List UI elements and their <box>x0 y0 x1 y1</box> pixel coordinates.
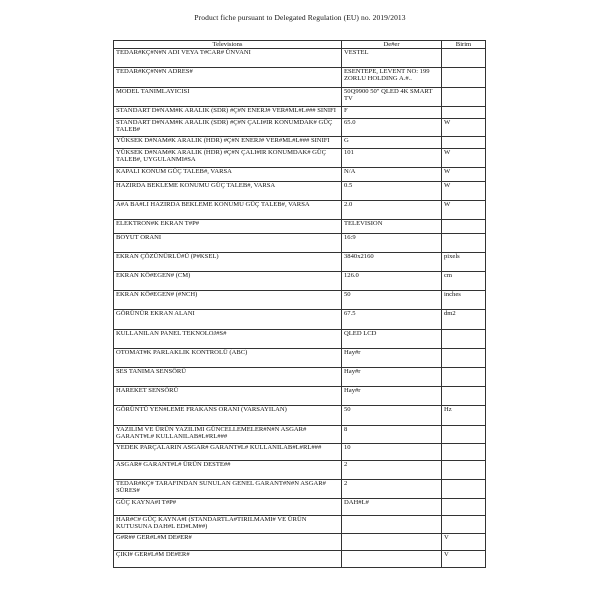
parameter-cell: SES TANIMA SENSÖRÜ <box>114 368 342 387</box>
table-row <box>114 107 486 119</box>
table-row <box>114 480 486 499</box>
table-row <box>114 137 486 149</box>
table-row <box>114 387 486 406</box>
unit-cell <box>442 444 486 461</box>
parameter-cell: TEDAR#KÇ# TARAFINDAN SUNULAN GENEL GARANT#N#N ASGAR# SÜRES# <box>114 480 342 499</box>
table-row <box>114 349 486 368</box>
parameter-cell: HAR#C# GÜÇ KAYNA#I (STANDARTLA#TIRILMAMI# VE ÜRÜN KUTUSUNA DAH#L ED#LM##) <box>114 516 342 534</box>
parameter-cell: KAPALI KONUM GÜÇ TALEB#, VARSA <box>114 168 342 182</box>
unit-cell <box>442 349 486 368</box>
value-cell: 2.0 <box>342 201 442 220</box>
value-cell: 50Q9900 50" QLED 4K SMART TV <box>342 88 442 107</box>
column-header-parameter: Televisions <box>114 41 342 49</box>
table-row <box>114 406 486 426</box>
parameter-cell: YEDEK PARÇALARIN ASGAR# GARANT#L# KULLANILAB#L#RL### <box>114 444 342 461</box>
table-row <box>114 310 486 330</box>
table-row <box>114 234 486 253</box>
unit-cell <box>442 68 486 88</box>
unit-cell: W <box>442 168 486 182</box>
table-row <box>114 220 486 234</box>
value-cell <box>342 551 442 568</box>
parameter-cell: G#R## GER#L#M DE#ER# <box>114 534 342 551</box>
value-cell: 0.5 <box>342 182 442 201</box>
unit-cell: pixels <box>442 253 486 272</box>
unit-cell: W <box>442 119 486 137</box>
value-cell: 2 <box>342 480 442 499</box>
value-cell: VESTEL <box>342 49 442 68</box>
value-cell: 101 <box>342 149 442 168</box>
unit-cell <box>442 516 486 534</box>
value-cell: 3840x2160 <box>342 253 442 272</box>
table-row <box>114 291 486 310</box>
unit-cell: V <box>442 534 486 551</box>
table-row <box>114 368 486 387</box>
value-cell: TELEVISION <box>342 220 442 234</box>
parameter-cell: STANDART D#NAM#K ARALIK (SDR) #Ç#N ÇALI#IR KONUMDAK# GÜÇ TALEB# <box>114 119 342 137</box>
value-cell: 126.0 <box>342 272 442 291</box>
column-header-value: De#er <box>342 41 442 49</box>
unit-cell: inches <box>442 291 486 310</box>
unit-cell <box>442 426 486 444</box>
value-cell: 50 <box>342 406 442 426</box>
table-row <box>114 551 486 568</box>
value-cell: 67.5 <box>342 310 442 330</box>
value-cell: Hay#r <box>342 349 442 368</box>
parameter-cell: GÖRÜNTÜ YEN#LEME FRAKANS ORANI (VARSAYILAN) <box>114 406 342 426</box>
value-cell: ESENTEPE, LEVENT NO: 199 ZORLU HOLDING A.#.. <box>342 68 442 88</box>
parameter-cell: MODEL TANIMLAYICISI <box>114 88 342 107</box>
product-fiche-table <box>113 40 486 568</box>
parameter-cell: HAREKET SENSÖRÜ <box>114 387 342 406</box>
table-row <box>114 49 486 68</box>
value-cell: Hay#r <box>342 368 442 387</box>
parameter-cell: ASGAR# GARANT#L# ÜRÜN DESTE## <box>114 461 342 480</box>
table-row <box>114 516 486 534</box>
parameter-cell: OTOMAT#K PARLAKLIK KONTROLÜ (ABC) <box>114 349 342 368</box>
parameter-cell: EKRAN KÖ#EGEN# (#NCH) <box>114 291 342 310</box>
unit-cell <box>442 220 486 234</box>
value-cell: 8 <box>342 426 442 444</box>
unit-cell <box>442 137 486 149</box>
value-cell: 65.0 <box>342 119 442 137</box>
table-row <box>114 88 486 107</box>
unit-cell <box>442 330 486 349</box>
value-cell: DAH#L# <box>342 499 442 516</box>
unit-cell: V <box>442 551 486 568</box>
parameter-cell: YÜKSEK D#NAM#K ARALIK (HDR) #Ç#N ÇALI#IR KONUMDAK# GÜÇ TALEB#, UYGULANMI#SA <box>114 149 342 168</box>
unit-cell: W <box>442 149 486 168</box>
value-cell: QLED LCD <box>342 330 442 349</box>
parameter-cell: STANDART D#NAM#K ARALIK (SDR) #Ç#N ENERJ# VER#ML#L### SINIFI <box>114 107 342 119</box>
value-cell <box>342 516 442 534</box>
unit-cell <box>442 387 486 406</box>
table-row <box>114 68 486 88</box>
table-row <box>114 182 486 201</box>
table-row <box>114 168 486 182</box>
parameter-cell: EKRAN ÇÖZÜNÜRLÜ#Ü (P#KSEL) <box>114 253 342 272</box>
parameter-cell: YAZILIM VE ÜRÜN YAZILIMI GÜNCELLEMELER#N#N ASGAR# GARANT#L# KULLANILAB#L#RL### <box>114 426 342 444</box>
table-row <box>114 253 486 272</box>
table-row <box>114 444 486 461</box>
value-cell: 50 <box>342 291 442 310</box>
parameter-cell: ÇIKI# GER#L#M DE#ER# <box>114 551 342 568</box>
parameter-cell: ELEKTRON#K EKRAN T#P# <box>114 220 342 234</box>
value-cell: 16:9 <box>342 234 442 253</box>
parameter-cell: HAZIRDA BEKLEME KONUMU GÜÇ TALEB#, VARSA <box>114 182 342 201</box>
parameter-cell: TEDAR#KÇ#N#N ADI VEYA T#CAR# ÜNVANI <box>114 49 342 68</box>
value-cell: 2 <box>342 461 442 480</box>
unit-cell: W <box>442 201 486 220</box>
parameter-cell: YÜKSEK D#NAM#K ARALIK (HDR) #Ç#N ENERJ# VER#ML#L### SINIFI <box>114 137 342 149</box>
parameter-cell: A#A BA#LI HAZIRDA BEKLEME KONUMU GÜÇ TALEB#, VARSA <box>114 201 342 220</box>
table-row <box>114 330 486 349</box>
table-row <box>114 119 486 137</box>
unit-cell <box>442 368 486 387</box>
unit-cell <box>442 480 486 499</box>
table-row <box>114 426 486 444</box>
table-row <box>114 534 486 551</box>
parameter-cell: EKRAN KÖ#EGEN# (CM) <box>114 272 342 291</box>
table-row <box>114 149 486 168</box>
table-row <box>114 461 486 480</box>
unit-cell <box>442 461 486 480</box>
value-cell: N/A <box>342 168 442 182</box>
parameter-cell: BOYUT ORANI <box>114 234 342 253</box>
value-cell: 10 <box>342 444 442 461</box>
unit-cell <box>442 49 486 68</box>
table-row <box>114 201 486 220</box>
parameter-cell: GÜÇ KAYNA#I T#P# <box>114 499 342 516</box>
page-title: Product fiche pursuant to Delegated Regulation (EU) no. 2019/2013 <box>194 13 406 22</box>
table-header-row <box>114 41 486 49</box>
parameter-cell: GÖRÜNÜR EKRAN ALANI <box>114 310 342 330</box>
value-cell: F <box>342 107 442 119</box>
table-row <box>114 272 486 291</box>
value-cell: G <box>342 137 442 149</box>
unit-cell: cm <box>442 272 486 291</box>
parameter-cell: TEDAR#KÇ#N#N ADRES# <box>114 68 342 88</box>
unit-cell <box>442 107 486 119</box>
parameter-cell: KULLANILAN PANEL TEKNOLOJ#S# <box>114 330 342 349</box>
column-header-unit: Birim <box>442 41 486 49</box>
unit-cell <box>442 234 486 253</box>
value-cell <box>342 534 442 551</box>
unit-cell <box>442 88 486 107</box>
unit-cell: W <box>442 182 486 201</box>
unit-cell: dm2 <box>442 310 486 330</box>
table-row <box>114 499 486 516</box>
unit-cell: Hz <box>442 406 486 426</box>
value-cell: Hay#r <box>342 387 442 406</box>
unit-cell <box>442 499 486 516</box>
